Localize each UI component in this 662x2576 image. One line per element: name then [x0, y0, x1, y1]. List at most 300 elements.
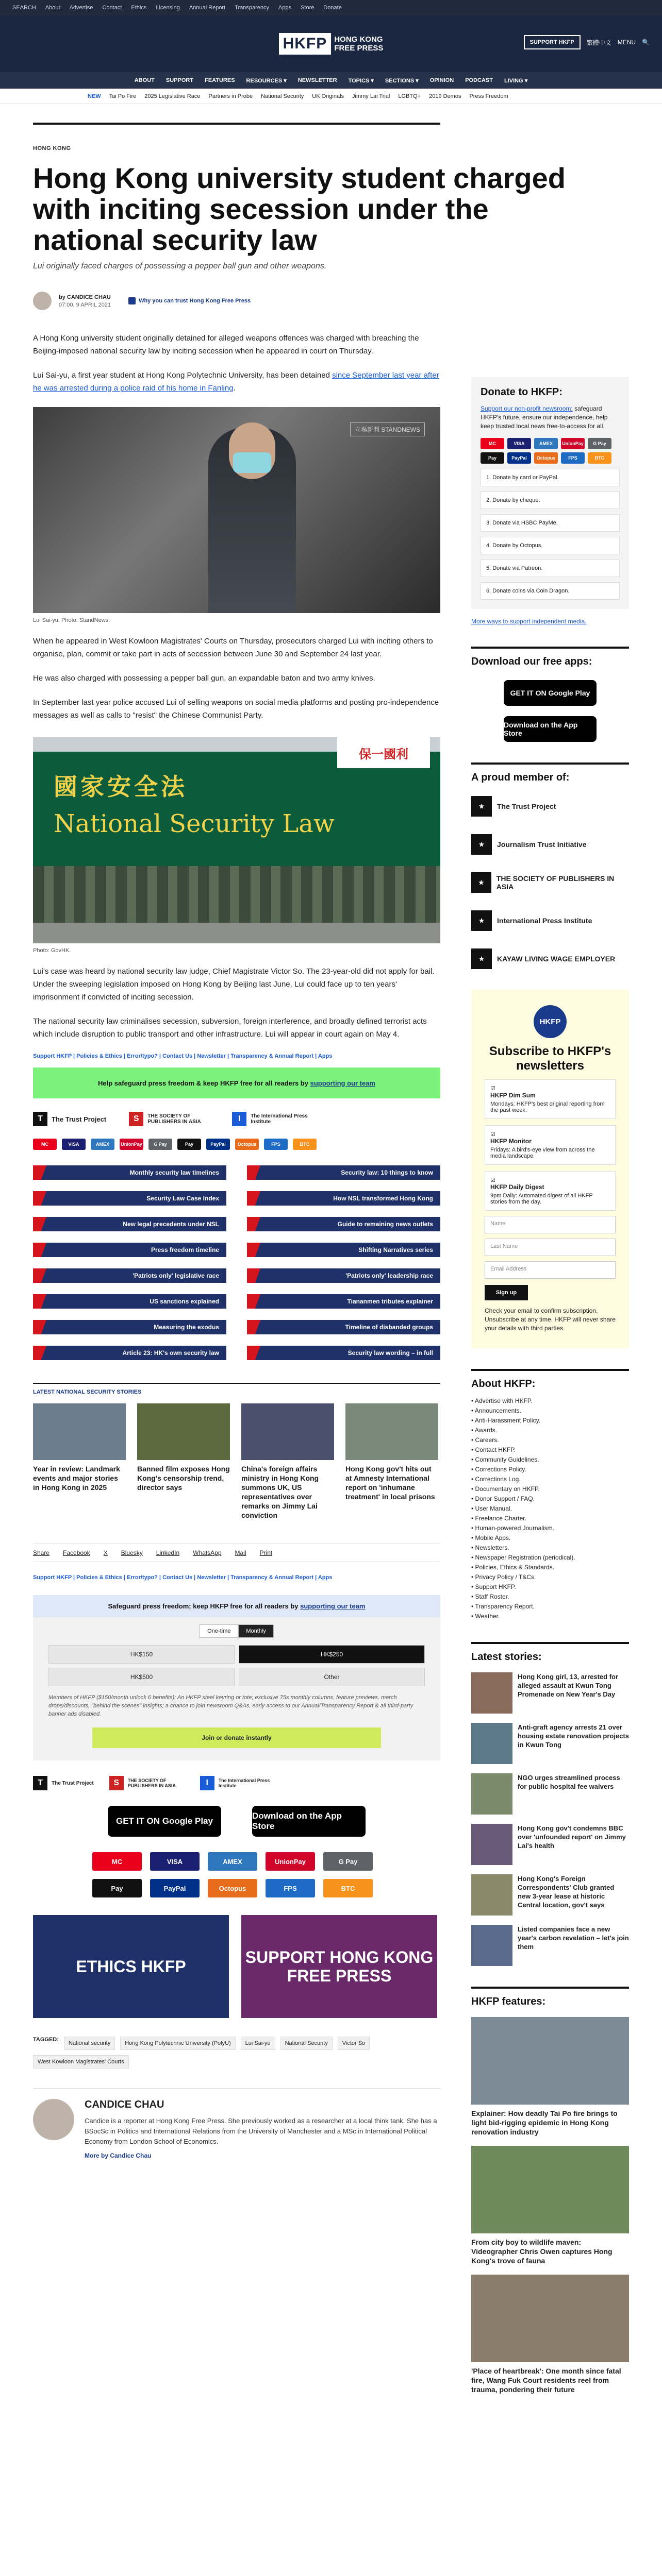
ipi-badge[interactable]: I The International Press Institute	[232, 1112, 312, 1126]
newsletter-name: HKFP Monitor	[490, 1138, 532, 1145]
nav-item[interactable]: TOPICS ▾	[348, 77, 374, 84]
about-link-text[interactable]: Contact HKFP.	[475, 1446, 516, 1453]
latest-thumbnail[interactable]	[471, 1874, 512, 1916]
newsletter-input[interactable]: Last Name	[485, 1239, 616, 1256]
latest-thumbnail[interactable]	[471, 1824, 512, 1865]
donate-option[interactable]: 5. Donate via Patreon.	[481, 560, 620, 577]
category-label[interactable]: HONG KONG	[33, 145, 71, 151]
why-trust-link[interactable]: Why you can trust Hong Kong Free Press	[128, 297, 251, 304]
explainer-link[interactable]: Tiananmen tributes explainer	[247, 1294, 440, 1309]
about-link[interactable]: • Staff Roster.	[471, 1593, 509, 1600]
trending-link[interactable]: National Security	[261, 93, 304, 99]
about-link[interactable]: • Documentary on HKFP.	[471, 1485, 540, 1493]
member-logo-icon: ★	[471, 948, 492, 969]
photo-watermark: 立場新聞 STANDNEWS	[350, 422, 425, 436]
newsletter-name: HKFP Dim Sum	[490, 1092, 536, 1099]
payment-logo: MC	[33, 1139, 57, 1150]
about-link[interactable]: • Donor Support / FAQ.	[471, 1495, 535, 1502]
payment-logo: Pay	[481, 452, 504, 464]
payment-logo: PayPal	[507, 452, 531, 464]
explainer-link[interactable]: 'Patriots only' legislative race	[33, 1268, 226, 1283]
author-bio: Candice is a reporter at Hong Kong Free Press. She previously worked as a researcher at a local think tank. She has a BSocSc in Politics and International Relations from the University of Manchester and a MSc in International Political Economy from London School of Economics.	[85, 2117, 437, 2145]
article-header	[33, 123, 440, 151]
google-play-button[interactable]: GET IT ON Google Play	[504, 680, 597, 706]
donate-text-link[interactable]: Support our non-profit newsroom:	[481, 405, 573, 412]
story-title[interactable]: Year in review: Landmark events and major stories in Hong Kong in 2025	[33, 1465, 120, 1492]
app-store-button[interactable]: Download on the App Store	[504, 716, 597, 742]
feature-title[interactable]: 'Place of heartbreak': One month since fatal fire, Wang Fuk Court residents reel from trauma, pondering their future	[471, 2367, 621, 2394]
about-link[interactable]: • User Manual.	[471, 1505, 512, 1512]
topbar-link[interactable]: Contact	[102, 5, 122, 11]
explainer-link[interactable]: Security Law Case Index	[33, 1191, 226, 1206]
member-badge[interactable]	[471, 872, 629, 893]
trending-link[interactable]: 2025 Legislative Race	[144, 93, 201, 99]
story-thumbnail[interactable]	[33, 1403, 126, 1460]
feature-image[interactable]	[471, 2017, 629, 2105]
about-link[interactable]: • Newspaper Registration (periodical).	[471, 1554, 575, 1561]
author-box-name[interactable]: CANDICE CHAU	[85, 2099, 164, 2110]
author-box	[33, 2088, 440, 2159]
newsletter-title: Subscribe to HKFP's newsletters	[489, 1044, 611, 1073]
newsletter-option[interactable]	[485, 1125, 616, 1165]
topbar-link[interactable]: Annual Report	[189, 5, 226, 11]
member-section	[471, 762, 629, 969]
latest-title: Latest stories:	[471, 1651, 542, 1663]
about-link[interactable]: • Advertise with HKFP.	[471, 1397, 533, 1404]
trending-link[interactable]: Partners in Probe	[208, 93, 253, 99]
paragraph: He was also charged with possessing a pepper ball gun, an expandable baton and two army knives.	[33, 674, 375, 683]
article-photo[interactable]	[33, 737, 440, 943]
story-thumbnail[interactable]	[241, 1403, 334, 1460]
support-banner[interactable]: Help safeguard press freedom & keep HKFP free for all readers by supporting our team	[33, 1067, 440, 1098]
newsletter-desc: 9pm Daily: Automated digest of all HKFP stories from the day.	[490, 1193, 593, 1205]
payment-logo: Octopus	[208, 1879, 257, 1897]
latest-title[interactable]: Hong Kong gov't condemns BBC over 'unfounded report' on Jimmy Lai's health	[518, 1824, 626, 1850]
about-link[interactable]: • Freelance Charter.	[471, 1515, 526, 1522]
ns-story-card[interactable]	[241, 1403, 334, 1520]
ipi-badge[interactable]: I The International Press Institute	[200, 1776, 275, 1790]
author-name[interactable]: by CANDICE CHAU	[59, 294, 111, 300]
feature-image[interactable]	[471, 2146, 629, 2233]
latest-section	[471, 1642, 629, 1966]
about-link-text[interactable]: Newsletters.	[475, 1544, 509, 1551]
tag-link[interactable]: Hong Kong Polytechnic University (PolyU)	[120, 2037, 235, 2050]
about-link-text[interactable]: Announcements.	[474, 1407, 521, 1414]
tags-label: TAGGED:	[33, 2037, 59, 2043]
trending-link[interactable]: Tai Po Fire	[109, 93, 137, 99]
checkbox-icon[interactable]: ☑	[490, 1131, 495, 1138]
about-title: About HKFP:	[471, 1378, 536, 1389]
feature-title[interactable]: From city boy to wildlife maven: Videographer Chris Owen captures Hong Kong's trove of fauna	[471, 2238, 613, 2265]
banner-sign: 保一國利	[337, 737, 430, 768]
about-link[interactable]: • Announcements.	[471, 1407, 521, 1414]
about-link-text[interactable]: Policies, Ethics & Standards.	[475, 1564, 554, 1571]
feature-story[interactable]	[471, 2275, 629, 2394]
payment-logo: G Pay	[148, 1139, 172, 1150]
newsletter-desc: Fridays: A bird's-eye view from across the media landscape.	[490, 1147, 595, 1159]
trending-link[interactable]: Jimmy Lai Trial	[352, 93, 390, 99]
menu-button[interactable]: MENU	[617, 39, 636, 46]
donate-option[interactable]: 3. Donate via HSBC PayMe.	[481, 514, 620, 532]
about-link[interactable]: • Human-powered Journalism.	[471, 1524, 554, 1532]
ns-story-card[interactable]	[33, 1403, 126, 1520]
payment-logo: UnionPay	[561, 438, 585, 449]
explainer-link[interactable]: Security law: 10 things to know	[247, 1165, 440, 1180]
about-link[interactable]: • Corrections Policy.	[471, 1466, 526, 1473]
apps-title: Download our free apps:	[471, 656, 592, 667]
donate-option[interactable]: 6. Donate coins via Coin Dragon.	[481, 582, 620, 600]
donate-option[interactable]: 4. Donate by Octopus.	[481, 537, 620, 554]
nav-item[interactable]: LIVING ▾	[504, 77, 528, 84]
photo-caption: Photo: GovHK.	[33, 947, 71, 954]
latest-story[interactable]	[471, 1874, 629, 1916]
about-link[interactable]: • Privacy Policy / T&Cs.	[471, 1573, 536, 1581]
member-badge[interactable]	[471, 796, 629, 817]
logo-text: HONG KONG FREE PRESS	[334, 35, 384, 53]
support-links[interactable]: Support HKFP | Policies & Ethics | Error/typo? | Contact Us | Newsletter | Transparency & Annual Report | Apps	[33, 1574, 333, 1581]
author-avatar[interactable]	[33, 292, 52, 310]
payment-methods	[33, 1139, 440, 1150]
about-link[interactable]: • Support HKFP.	[471, 1583, 516, 1590]
nav-item[interactable]: RESOURCES ▾	[246, 77, 287, 84]
topbar-link[interactable]: Apps	[278, 5, 292, 11]
feature-story[interactable]	[471, 2017, 629, 2137]
latest-thumbnail[interactable]	[471, 1723, 512, 1764]
monthly-tab[interactable]: Monthly	[238, 1624, 274, 1638]
donation-widget	[33, 1595, 440, 1760]
language-link[interactable]: 繁體中文	[586, 39, 611, 46]
hkfp-logo[interactable]	[279, 33, 384, 55]
sopa-badge[interactable]: S THE SOCIETY OF PUBLISHERS IN ASIA	[129, 1112, 209, 1126]
share-link[interactable]: X	[103, 1549, 108, 1556]
newsletter-option[interactable]	[485, 1171, 616, 1211]
story-title[interactable]: Hong Kong gov't hits out at Amnesty International report on 'inhumane treatment' in local prisons	[345, 1465, 435, 1501]
explainer-link[interactable]: Timeline of disbanded groups	[247, 1320, 440, 1334]
top-utility-bar	[0, 0, 662, 15]
ipi-icon: I	[200, 1776, 214, 1790]
more-ways-link[interactable]: More ways to support independent media.	[471, 618, 587, 625]
member-name: International Press Institute	[497, 917, 592, 925]
trust-project-badge[interactable]: T The Trust Project	[33, 1112, 106, 1126]
payment-logo: VISA	[507, 438, 531, 449]
share-bar	[33, 1544, 440, 1562]
trending-nav	[0, 89, 662, 104]
nav-item[interactable]: NEWSLETTER	[297, 77, 337, 83]
member-logo-icon: ★	[471, 910, 492, 931]
trending-link[interactable]: 2019 Demos	[429, 93, 461, 99]
topbar-link[interactable]: Ethics	[131, 5, 147, 11]
latest-story[interactable]	[471, 1773, 629, 1815]
tag-link[interactable]: West Kowloon Magistrates' Courts	[33, 2055, 129, 2069]
banner-chinese-text: 國家安全法	[54, 773, 188, 801]
latest-title[interactable]: Hong Kong girl, 13, arrested for alleged assault at Kwun Tong Promenade on New Year's Day	[518, 1673, 619, 1698]
amount-option[interactable]: HK$150	[48, 1645, 235, 1664]
latest-story[interactable]	[471, 1672, 629, 1714]
share-label: Share	[33, 1549, 50, 1556]
paragraph: When he appeared in West Kowloon Magistrates' Courts on Thursday, prosecutors charged Lui with inciting others to organise, plan, commit or take part in acts of secession between June 30 and September 24 last year.	[33, 637, 433, 658]
member-badge[interactable]	[471, 948, 629, 969]
member-logo-icon: ★	[471, 834, 492, 855]
about-link[interactable]: • Newsletters.	[471, 1544, 509, 1551]
ethics-banner[interactable]: ETHICS HKFP	[33, 1915, 229, 2018]
about-link[interactable]: • Corrections Log.	[471, 1476, 521, 1483]
newsletter-option[interactable]	[485, 1079, 616, 1119]
story-title[interactable]: China's foreign affairs ministry in Hong Kong summons UK, US representatives over remarks on Jimmy Lai conviction	[241, 1465, 319, 1519]
features-title: HKFP features:	[471, 1996, 546, 2007]
join-donate-button[interactable]: Join or donate instantly	[92, 1727, 381, 1748]
story-title[interactable]: Banned film exposes Hong Kong's censorship trend, director says	[137, 1465, 230, 1492]
trending-link[interactable]: LGBTQ+	[398, 93, 421, 99]
sopa-badge[interactable]: S THE SOCIETY OF PUBLISHERS IN ASIA	[109, 1776, 185, 1790]
newsletter-box	[471, 990, 629, 1348]
checkbox-icon[interactable]: ☑	[490, 1086, 495, 1092]
explainer-link[interactable]: Security law wording – in full	[247, 1346, 440, 1360]
frequency-toggle	[48, 1624, 425, 1638]
about-link-text[interactable]: Careers.	[475, 1436, 499, 1444]
sopa-icon: S	[109, 1776, 124, 1790]
newsletter-desc: Mondays: HKFP's best original reporting from the past week.	[490, 1101, 605, 1113]
explainer-link[interactable]: US sanctions explained	[33, 1294, 226, 1309]
about-link-text[interactable]: Anti-Harassment Policy.	[474, 1417, 541, 1424]
explainer-link[interactable]: New legal precedents under NSL	[33, 1217, 226, 1231]
latest-title[interactable]: Listed companies face a new year's carbon revelation – let's join them	[518, 1925, 629, 1951]
checkbox-icon[interactable]: ☑	[490, 1177, 495, 1183]
sidebar	[471, 377, 629, 2394]
latest-title[interactable]: NGO urges streamlined process for public hospital fee waivers	[518, 1774, 620, 1790]
search-icon[interactable]: 🔍	[642, 39, 650, 46]
about-link-text[interactable]: Community Guidelines.	[475, 1456, 539, 1463]
support-banner-image[interactable]: SUPPORT HONG KONG FREE PRESS	[241, 1915, 437, 2018]
latest-title[interactable]: Hong Kong's Foreign Correspondents' Club granted new 3-year lease at historic Central location, gov't says	[518, 1875, 615, 1909]
member-name: Journalism Trust Initiative	[497, 840, 587, 849]
about-link-text[interactable]: Transparency Report.	[475, 1603, 535, 1610]
latest-story[interactable]	[471, 1824, 629, 1865]
newsletter-name: HKFP Daily Digest	[490, 1183, 544, 1191]
member-badge[interactable]	[471, 834, 629, 855]
explainer-link[interactable]: 'Patriots only' leadership race	[247, 1268, 440, 1283]
topbar-link[interactable]: Donate	[323, 5, 342, 11]
paragraph: Lui Sai-yu, a first year student at Hong Kong Polytechnic University, has been detained since September last year after he was arrested during a police raid of his home in Fanling.	[33, 371, 439, 393]
payment-logo: PayPal	[150, 1879, 200, 1897]
feature-story[interactable]	[471, 2146, 629, 2265]
amount-option[interactable]: Other	[239, 1668, 425, 1686]
about-link[interactable]: • Community Guidelines.	[471, 1456, 539, 1463]
sopa-icon: S	[129, 1112, 143, 1126]
about-link-text[interactable]: Newspaper Registration (periodical).	[475, 1554, 575, 1561]
signup-button[interactable]: Sign up	[485, 1285, 528, 1300]
about-link-text[interactable]: Freelance Charter.	[475, 1515, 526, 1522]
payment-logo: UnionPay	[120, 1139, 143, 1150]
topbar-link[interactable]: About	[45, 5, 60, 11]
tag-link[interactable]: National security	[64, 2037, 115, 2050]
nav-item[interactable]: SUPPORT	[166, 77, 194, 83]
explainer-link[interactable]: How NSL transformed Hong Kong	[247, 1191, 440, 1206]
topbar-link[interactable]: SEARCH	[12, 5, 36, 11]
explainer-grid	[33, 1165, 440, 1360]
member-name: The Trust Project	[497, 802, 556, 810]
donation-heading: Safeguard press freedom; keep HKFP free for all readers by supporting our team	[33, 1595, 440, 1617]
payment-methods-large	[92, 1852, 381, 1897]
about-link-text[interactable]: Staff Roster.	[475, 1593, 509, 1600]
payment-logo: G Pay	[588, 438, 611, 449]
topbar-link[interactable]: Store	[301, 5, 315, 11]
app-store-button[interactable]: Download on the App Store	[252, 1806, 366, 1837]
share-link[interactable]: Print	[259, 1549, 273, 1556]
payment-logo: PayPal	[206, 1139, 230, 1150]
amount-option[interactable]: HK$500	[48, 1668, 235, 1686]
explainer-link[interactable]: Press freedom timeline	[33, 1243, 226, 1257]
donate-option[interactable]: 1. Donate by card or PayPal.	[481, 469, 620, 486]
payment-logo: Octopus	[235, 1139, 259, 1150]
ns-story-card[interactable]	[345, 1403, 438, 1520]
share-link[interactable]: WhatsApp	[193, 1549, 222, 1556]
newsletter-input[interactable]: Name	[485, 1216, 616, 1233]
share-link[interactable]: LinkedIn	[156, 1549, 180, 1556]
app-badges	[33, 1806, 440, 1837]
trending-link[interactable]: UK Originals	[312, 93, 344, 99]
byline	[33, 292, 629, 310]
member-logo-icon: ★	[471, 796, 492, 817]
trust-project-icon: T	[33, 1112, 47, 1126]
about-link-text[interactable]: Mobile Apps.	[475, 1534, 511, 1541]
about-link-text[interactable]: Donor Support / FAQ.	[475, 1495, 535, 1502]
more-by-author-link[interactable]: More by Candice Chau	[85, 2152, 152, 2159]
inline-link[interactable]: since September last year after he was arrested during a police raid of his home in Fanling	[33, 371, 439, 393]
explainer-link[interactable]: Monthly security law timelines	[33, 1165, 226, 1180]
trending-link[interactable]: Press Freedom	[469, 93, 508, 99]
donate-option[interactable]: 2. Donate by cheque.	[481, 492, 620, 509]
nav-item[interactable]: ABOUT	[134, 77, 155, 83]
latest-story[interactable]	[471, 1723, 629, 1764]
latest-thumbnail[interactable]	[471, 1672, 512, 1714]
about-link-text[interactable]: Corrections Log.	[475, 1476, 521, 1483]
about-link-text[interactable]: Support HKFP.	[475, 1583, 516, 1590]
newsletter-input[interactable]: Email Address	[485, 1261, 616, 1279]
payment-logo: FPS	[264, 1139, 288, 1150]
topbar-link[interactable]: Transparency	[235, 5, 269, 11]
trust-project-icon: T	[33, 1776, 47, 1790]
amount-option[interactable]: HK$250	[239, 1645, 425, 1664]
about-link-text[interactable]: Privacy Policy / T&Cs.	[475, 1573, 536, 1581]
about-link[interactable]: • Anti-Harassment Policy.	[471, 1417, 541, 1424]
tag-link[interactable]: National Security	[280, 2037, 333, 2050]
about-link-text[interactable]: Corrections Policy.	[475, 1466, 526, 1473]
ipi-icon: I	[232, 1112, 246, 1126]
about-link-text[interactable]: Awards.	[474, 1427, 498, 1434]
support-hkfp-button[interactable]: SUPPORT HKFP	[524, 35, 581, 49]
explainer-link[interactable]: Shifting Narratives series	[247, 1243, 440, 1257]
about-link-text[interactable]: Human-powered Journalism.	[475, 1524, 554, 1532]
about-link[interactable]: • Careers.	[471, 1436, 499, 1444]
about-link[interactable]: • Contact HKFP.	[471, 1446, 516, 1453]
latest-thumbnail[interactable]	[471, 1925, 512, 1966]
about-link-text[interactable]: User Manual.	[475, 1505, 512, 1512]
payment-logo: FPS	[266, 1879, 315, 1897]
paragraph: A Hong Kong university student originally detained for alleged weapons offences was charged with breaching the Beijing-imposed national security law by inciting secession when he appeared in court on Thursday.	[33, 334, 419, 355]
about-link[interactable]: • Awards.	[471, 1427, 498, 1434]
tag-link[interactable]: Victor So	[338, 2037, 370, 2050]
latest-story[interactable]	[471, 1925, 629, 1966]
latest-thumbnail[interactable]	[471, 1773, 512, 1815]
google-play-button[interactable]: GET IT ON Google Play	[108, 1806, 221, 1837]
payment-logo: FPS	[561, 452, 585, 464]
article-title: Hong Kong university student charged with inciting secession under the national security law	[33, 162, 566, 256]
nav-item[interactable]: PODCAST	[465, 77, 493, 83]
newsletter-logo: HKFP	[534, 1005, 567, 1038]
topbar-link[interactable]: Advertise	[69, 5, 93, 11]
about-link-text[interactable]: Documentary on HKFP.	[475, 1485, 540, 1493]
main-nav	[0, 72, 662, 89]
share-link[interactable]: Mail	[235, 1549, 246, 1556]
new-label: NEW	[88, 93, 101, 99]
member-badge[interactable]	[471, 910, 629, 931]
banner-english-text: National Security Law	[54, 809, 335, 838]
feature-title[interactable]: Explainer: How deadly Tai Po fire brings to light bid-rigging epidemic in Hong Kong renovation industry	[471, 2109, 618, 2136]
article-photo[interactable]	[33, 407, 440, 613]
masthead	[0, 15, 662, 72]
explainer-link[interactable]: Measuring the exodus	[33, 1320, 226, 1334]
story-thumbnail[interactable]	[137, 1403, 230, 1460]
paragraph: The national security law criminalises secession, subversion, foreign interference, and broadly defined terrorist acts which include disruption to public transport and other infrastructure. Lui will appear in court again on May 4.	[33, 1017, 427, 1039]
paragraph: Lui's case was heard by national security law judge, Chief Magistrate Victor So. The 23-year-old did not apply for bail. Under the sweeping legislation imposed on Hong Kong by Beijing last June, Lui could face up to ten years' imprisonment if convicted of inciting secession.	[33, 967, 435, 1002]
membership-text: Members of HKFP ($150/month unlock 6 benefits): An HKFP steel keyring or tote; exclusive 75s monthly columns, feature previews, merch drops/discounts, "behind the scenes" insights; a chance to join newsroom Q&As, early access to our Annual/Transparency Report & all third-party banner ads disabled.	[48, 1694, 413, 1717]
explainer-link[interactable]: Guide to remaining news outlets	[247, 1217, 440, 1231]
about-link-text[interactable]: Advertise with HKFP.	[474, 1397, 533, 1404]
features-section	[471, 1987, 629, 2394]
about-link[interactable]: • Mobile Apps.	[471, 1534, 511, 1541]
explainer-link[interactable]: Article 23: HK's own security law	[33, 1346, 226, 1360]
nav-item[interactable]: FEATURES	[205, 77, 235, 83]
topbar-link[interactable]: Licensing	[156, 5, 180, 11]
standfirst: Lui originally faced charges of possessing a pepper ball gun and other weapons.	[33, 262, 327, 270]
about-section	[471, 1369, 629, 1621]
story-thumbnail[interactable]	[345, 1403, 438, 1460]
member-name: KAYAW LIVING WAGE EMPLOYER	[497, 955, 616, 963]
author-photo[interactable]	[33, 2099, 74, 2140]
photo-ground	[33, 923, 440, 943]
nav-item[interactable]: OPINION	[429, 77, 454, 83]
one-time-tab[interactable]: One-time	[200, 1624, 238, 1638]
payment-logo: Pay	[92, 1879, 142, 1897]
payment-logo: VISA	[150, 1852, 200, 1871]
promo-banners	[33, 1915, 440, 2018]
payment-logo: MC	[481, 438, 504, 449]
trust-badges	[33, 1112, 440, 1126]
tag-link[interactable]: Lui Sai-yu	[241, 2037, 275, 2050]
logo-box: HKFP	[279, 33, 332, 55]
about-link[interactable]: • Policies, Ethics & Standards.	[471, 1564, 554, 1571]
nav-item[interactable]: SECTIONS ▾	[385, 77, 419, 84]
support-links[interactable]: Support HKFP | Policies & Ethics | Error/typo? | Contact Us | Newsletter | Transparency & Annual Report | Apps	[33, 1053, 333, 1059]
sidebar-payments	[481, 438, 620, 464]
feature-image[interactable]	[471, 2275, 629, 2362]
member-title: A proud member of:	[471, 772, 570, 783]
photo-subject-mask	[233, 452, 271, 473]
payment-logo: Octopus	[534, 452, 558, 464]
share-link[interactable]: Bluesky	[121, 1549, 143, 1556]
donation-heading-link[interactable]: supporting our team	[300, 1602, 366, 1610]
paragraph: In September last year police accused Lui of selling weapons on social media platforms and posting pro-independence messages as well as calls to "resist" the Chinese Communist Party.	[33, 698, 439, 720]
trust-project-badge[interactable]: T The Trust Project	[33, 1776, 94, 1790]
about-link[interactable]: • Weather.	[471, 1613, 500, 1620]
latest-title[interactable]: Anti-graft agency arrests 21 over housing estate renovation projects in Kwun Tong	[518, 1723, 629, 1749]
about-link-text[interactable]: Weather.	[475, 1613, 500, 1620]
ns-story-card[interactable]	[137, 1403, 230, 1520]
photo-caption: Lui Sai-yu. Photo: StandNews.	[33, 617, 110, 623]
share-link[interactable]: Facebook	[63, 1549, 90, 1556]
about-link[interactable]: • Transparency Report.	[471, 1603, 535, 1610]
ns-story-list	[33, 1403, 440, 1520]
